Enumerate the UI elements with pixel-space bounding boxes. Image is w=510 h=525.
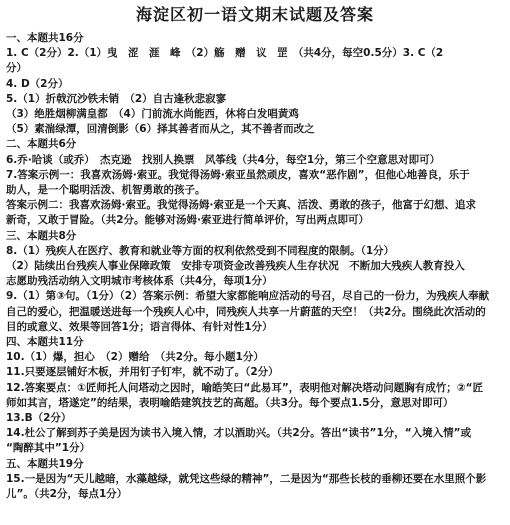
answer-line: 15.一是因为“天儿越暗，水藻越绿，就凭这些绿的精神”，二是因为“那些长枝的垂柳还要在水里照个影 [6, 472, 487, 485]
answer-line: 14.杜公了解到苏子美是因为读书入境入情，才以酒助兴。（共2分。答出“读书”1分，“入境入情”或 [6, 427, 472, 440]
answer-line: 分） [6, 62, 27, 75]
page-title: 海淀区初一语文期末试题及答案 [135, 5, 374, 24]
answer-line: 5.（1）折戟沉沙铁未销 （2）自古逢秋悲寂寥 [6, 92, 227, 105]
answer-line: 1. C（2分）2.（1）曳 涩 涯 峰 （2）觞 赠 议 罡 （共4分，每空0.5分）3. C（2 [6, 47, 444, 60]
answer-line: （2）陆续出台残疾人事业保障政策 安排专项资金改善残疾人生存状况 不断加大残疾人教育投入 [6, 260, 465, 273]
answer-line: 7.答案示例一：我喜欢汤姆·索亚。我觉得汤姆·索亚虽然顽皮，喜欢“恶作剧”，但他心地善良，乐于 [6, 168, 470, 181]
answer-body [6, 31, 504, 502]
answer-line: 新奇，又敢于冒险。（共2分。能够对汤姆·索亚进行简单评价，写出两点即可） [6, 214, 370, 227]
answer-line: （3）绝胜烟柳满皇都 （4）门前流水尚能西，休将白发唱黄鸡 [6, 108, 299, 121]
answer-line: 10.（1）爆，担心 （2）赠给 （共2分。每小题1分） [6, 351, 264, 364]
answer-line: 志愿助残活动纳入文明城市考核体系（共4分，每项1分） [6, 275, 273, 288]
answer-line: 13.B（2分） [6, 412, 72, 425]
answer-line: 6.乔·哈谈（或乔） 杰克逊 找别人换票 风筝线（共4分，每空1分，第三个空意思对即可） [6, 153, 441, 166]
section-heading: 五、本题共19分 [6, 457, 84, 470]
answer-line: “陶醉其中”1分） [6, 442, 91, 455]
answer-line: 助人，是一个聪明活泼、机智勇敢的孩子。 [6, 184, 206, 197]
answer-line: 8.（1）残疾人在医疗、教育和就业等方面的权利依然受到不同程度的限制。（1分） [6, 244, 395, 257]
section-heading: 四、本题共11分 [6, 336, 84, 349]
answer-line: 4. D（2分） [6, 77, 69, 90]
answer-line: 目的或意义、效果等回答1分；语言得体、有针对性1分） [6, 320, 273, 333]
answer-line: 自己的爱心，把温暖送进每一个残疾人心中，同残疾人共享一片蔚蓝的天空！（共2分。围绕此次活动的 [6, 305, 486, 318]
answer-line: 儿”。（共2分，每点1分） [6, 488, 128, 501]
section-heading: 一、本题共16分 [6, 32, 84, 44]
answer-line: 师如其言，塔遂定”的结果，表明喻皓建筑技艺的高超。（共3分。每个要点1.5分，意思对即可） [6, 396, 454, 409]
section-heading: 二、本题共6分 [6, 138, 77, 151]
answer-line: 11.只要逐层铺好木板，并用钉子钉牢，就不动了。（2分） [6, 366, 279, 379]
answer-line: 12.答案要点：①匠师托人问塔动之因时，喻皓笑曰“此易耳”，表明他对解决塔动问题胸有成竹；②“匠 [6, 381, 484, 394]
section-heading: 三、本题共8分 [6, 229, 77, 242]
answer-line: （5）素湍绿潭，回清倒影（6）择其善者而从之，其不善者而改之 [6, 123, 315, 136]
answer-line: 答案示例二：我喜欢汤姆·索亚。我觉得汤姆·索亚是一个天真、活泼、勇敢的孩子，他富于幻想、追求 [6, 199, 476, 212]
answer-line: 9.（1）第③句。（1分）（2）答案示例：希望大家都能响应活动的号召，尽自己的一份力，为残疾人奉献 [6, 290, 490, 303]
